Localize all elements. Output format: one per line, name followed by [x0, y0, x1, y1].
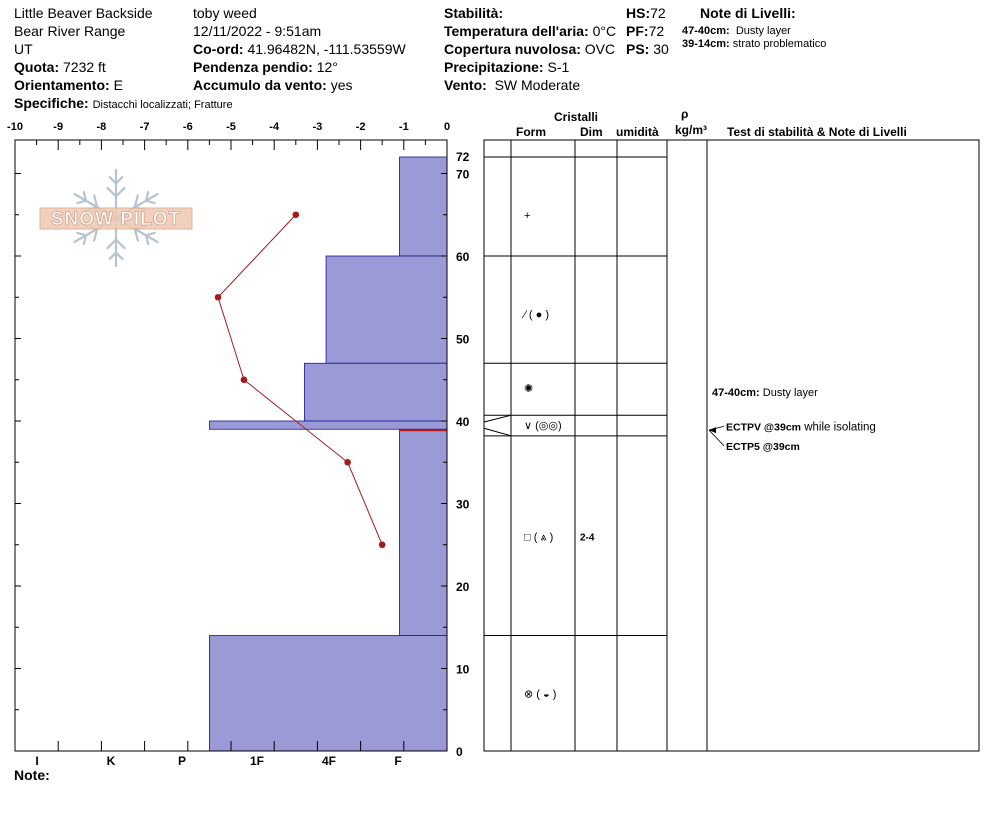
crystal-form-3: ✺ [524, 383, 534, 395]
thin-layer-connector [484, 428, 511, 436]
temperature-point-2 [215, 294, 222, 301]
air-temp-label: Temperatura dell'aria: [444, 23, 589, 39]
hardness-bar-2 [326, 256, 447, 363]
temp-tick-label: -9 [53, 121, 64, 133]
temp-tick-label: -2 [355, 121, 366, 133]
hardness-bar-6 [209, 636, 447, 752]
temperature-point-5 [379, 541, 386, 548]
temp-tick-label: -1 [398, 121, 409, 133]
temp-tick-label: -5 [226, 121, 236, 133]
wind-loading-label: Accumulo da vento: [193, 77, 327, 93]
temp-tick-label: -8 [96, 121, 107, 133]
test-result-1 [726, 421, 876, 433]
temp-tick-label: 0 [443, 121, 451, 133]
range-name: Bear River Range [14, 23, 126, 39]
hardness-tick-label: I [35, 754, 39, 768]
aspect-label: Orientamento: [14, 77, 110, 93]
test-arrowhead [709, 427, 716, 433]
slope-value: 12° [316, 59, 338, 75]
temp-tick-label: -7 [139, 121, 150, 133]
depth-tick-label: 72 [456, 150, 470, 164]
header-dim: Dim [580, 125, 603, 139]
depth-tick-label: 0 [456, 745, 463, 759]
crystal-form-2: ⁄ ( ● ) [524, 308, 549, 321]
layer-notes-title: Note di Livelli: [700, 5, 796, 21]
hardness-tick-label: F [394, 754, 402, 768]
hardness-bar-4 [209, 421, 447, 429]
observer-name: toby weed [193, 5, 257, 21]
hardness-bar-1 [399, 157, 447, 256]
depth-tick-label: 60 [456, 250, 470, 264]
cloud-value: OVC [584, 41, 616, 57]
depth-tick-label: 70 [456, 167, 470, 182]
crystal-form-4: ∨ (◎◎) [524, 420, 562, 433]
snowpilot-logo [40, 170, 192, 266]
snowflake-branch [77, 201, 86, 203]
layer-annotation-1 [712, 387, 818, 399]
crystal-form-5: □ ( ⩓ ) [524, 531, 554, 544]
layer-note-1-text: Dusty layer [735, 25, 791, 37]
ps-value: 30 [653, 41, 669, 57]
precip-label: Precipitazione: [444, 59, 544, 75]
hardness-bar-5 [399, 429, 447, 635]
test-result-2 [726, 441, 800, 453]
snowflake-branch [146, 233, 155, 235]
location-name: Little Beaver Backside [14, 5, 153, 21]
layer-note-2-range: 39-14cm: [682, 38, 730, 50]
coord-label: Co-ord: [193, 41, 244, 57]
air-temp-value: 0°C [592, 23, 617, 39]
temperature-point-3 [241, 376, 248, 383]
logo-text: SNOW PILOT [50, 209, 182, 230]
depth-tick-label: 10 [456, 662, 470, 677]
aspect-value: E [113, 77, 123, 93]
test-code: ECTPV @39cm [726, 421, 802, 434]
hs-label: HS: [626, 5, 651, 21]
hardness-tick-label: K [106, 754, 116, 768]
depth-tick-label: 50 [456, 332, 470, 347]
hardness-tick-label: 4F [321, 754, 337, 768]
hs-value: 72 [650, 5, 666, 21]
test-note: while isolating [801, 421, 876, 434]
temperature-point-4 [344, 459, 351, 466]
header-tests: Test di stabilità & Note di Livelli [727, 125, 907, 139]
snowflake-branch [116, 240, 124, 248]
temp-tick-label: -3 [312, 121, 323, 133]
temp-tick-label: -4 [269, 121, 280, 133]
temp-tick-label: -10 [7, 121, 23, 133]
depth-tick-label: 40 [456, 415, 470, 429]
depth-tick-label: 30 [456, 497, 470, 512]
snowflake-branch [116, 188, 124, 196]
header-density-unit: kg/m³ [675, 123, 708, 137]
crystal-form-1: + [524, 209, 531, 222]
crystal-form-6: ⊗ ( ◒ ) [524, 688, 557, 701]
temperature-point-1 [293, 211, 300, 218]
test-code: ECTP5 @39cm [726, 440, 800, 453]
snowflake-branch [77, 233, 86, 235]
snowflake-branch [108, 188, 116, 196]
elevation-label: Quota: [14, 59, 60, 75]
hardness-tick-label: P [177, 754, 187, 768]
layer-annotation-text: Dusty layer [762, 387, 818, 400]
elevation-value: 7232 ft [63, 59, 106, 75]
observation-datetime: 12/11/2022 - 9:51am [193, 23, 322, 39]
hardness-bar-3 [304, 363, 447, 421]
stability-label: Stabilità: [444, 5, 504, 21]
header-form: Form [516, 125, 546, 139]
specifics-label: Specifiche: [14, 95, 89, 111]
header-rho: ρ [681, 107, 689, 121]
thin-layer-connector [484, 415, 511, 422]
hardness-tick-label: 1F [249, 754, 265, 768]
wind-value: SW Moderate [494, 77, 581, 93]
header-cristalli: Cristalli [554, 110, 599, 124]
wind-label: Vento: [444, 77, 487, 93]
notes-label: Note: [14, 767, 50, 783]
state-name: UT [14, 41, 33, 57]
snowflake-branch [108, 240, 116, 248]
snowflake-branch [146, 201, 155, 203]
test-arrow-line [709, 430, 724, 446]
cloud-label: Copertura nuvolosa: [444, 41, 581, 57]
coord-value: 41.96482N, -111.53559W [247, 41, 406, 57]
crystal-dim-5: 2-4 [580, 532, 595, 544]
layer-note-1-range: 47-40cm: [682, 25, 730, 37]
wind-loading-value: yes [330, 77, 353, 93]
temp-tick-label: -6 [182, 121, 193, 133]
pf-value: 72 [648, 23, 665, 39]
precip-value: S-1 [547, 59, 570, 75]
slope-label: Pendenza pendio: [193, 59, 313, 75]
specifics-value: Distacchi localizzati; Fratture [92, 99, 233, 111]
ps-label: PS: [626, 41, 650, 57]
right-chart [484, 140, 979, 751]
layer-annotation-range: 47-40cm: [712, 387, 763, 400]
pf-label: PF: [626, 23, 649, 39]
depth-tick-label: 20 [456, 580, 470, 594]
header-umidita: umidità [616, 125, 659, 139]
layer-note-2-text: strato problematico [732, 38, 827, 50]
